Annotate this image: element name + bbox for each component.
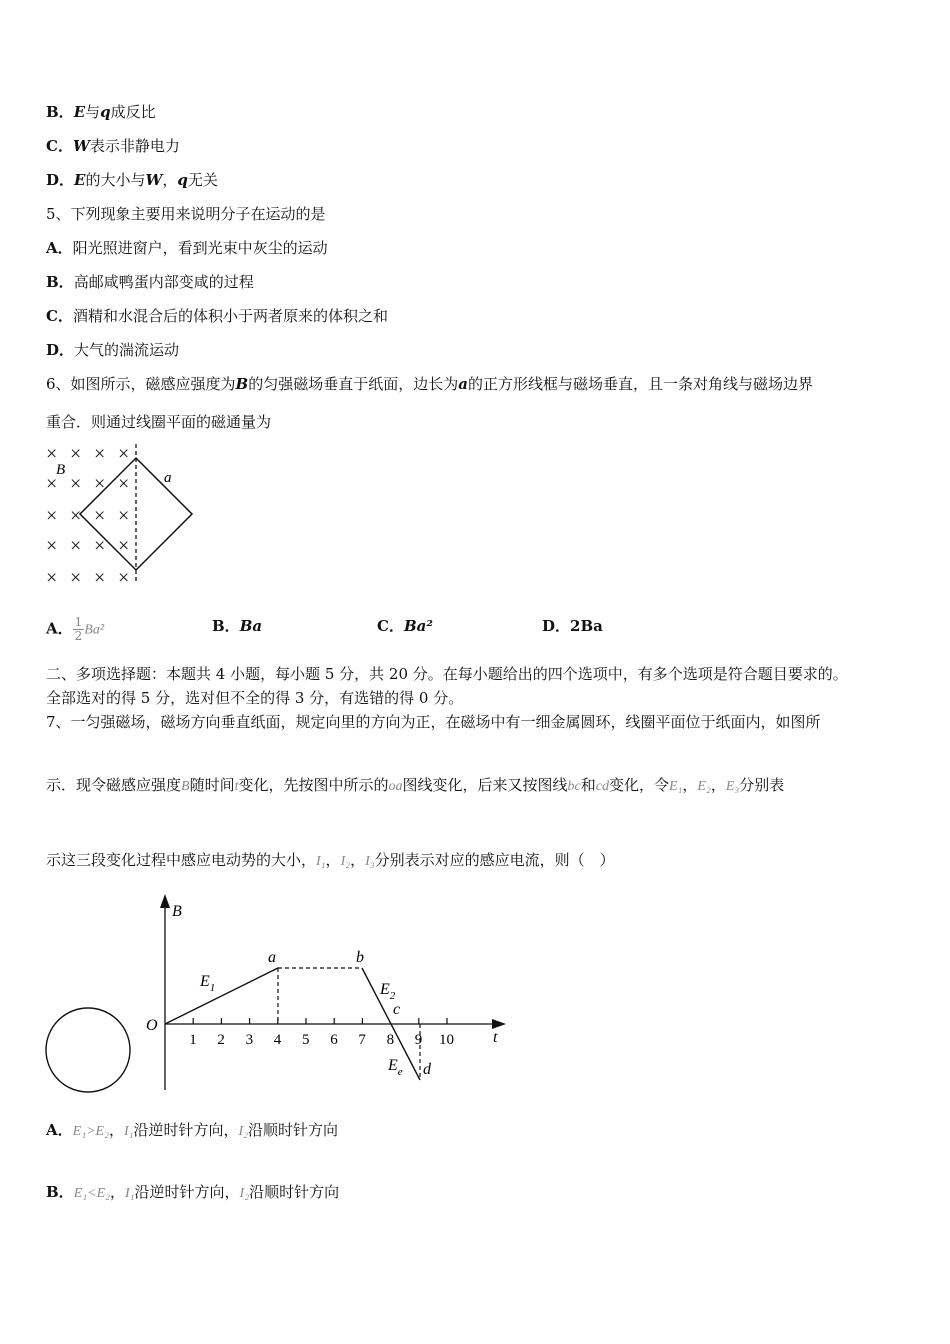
section2-line1: 二、多项选择题：本题共 4 小题，每小题 5 分，共 20 分。在每小题给出的四个选项中，有多个选项是符合题目要求的。 (46, 665, 848, 683)
x-tick-label: 4 (273, 1032, 282, 1048)
x-tick-label: 5 (302, 1032, 310, 1048)
origin-label: O (146, 1017, 158, 1034)
q5-option-a[interactable] (46, 238, 328, 258)
q7-stem-line1: 7、一匀强磁场，磁场方向垂直纸面，规定向里的方向为正，在磁场中有一细金属圆环，线圈平面位于纸面内，如图所 (46, 713, 821, 731)
symbol-bc: bc (567, 779, 581, 794)
x-tick-label: 3 (245, 1032, 254, 1048)
x-tick-label: 6 (330, 1032, 338, 1048)
q5-option-b[interactable] (46, 272, 254, 292)
option-text: 沿逆时针方向， (134, 1183, 240, 1201)
symbol-i1: I₁ (316, 854, 326, 869)
option-text: 阳光照进窗户，看到光束中灰尘的运动 (72, 239, 328, 257)
q4-option-d[interactable] (46, 170, 218, 190)
symbol-oa: oa (388, 779, 403, 794)
option-label: A． (46, 1121, 73, 1139)
symbol-q: q (177, 171, 188, 189)
field-cross: × (70, 505, 82, 527)
option-label: C． (377, 617, 404, 635)
relation: < (87, 1186, 97, 1201)
stem-text: 的匀强磁场垂直于纸面，边长为 (248, 375, 459, 393)
separator: ， (109, 1183, 125, 1201)
symbol-e2: E₂ (697, 779, 711, 794)
field-cross: × (94, 567, 106, 589)
symbol-w: W (72, 137, 90, 155)
q6-option-a[interactable] (46, 616, 104, 643)
point-d: d (423, 1061, 431, 1078)
separator: ， (325, 851, 341, 869)
field-cross: × (118, 535, 130, 557)
x-tick-label: 2 (217, 1032, 225, 1048)
symbol-i1: I₁ (125, 1186, 135, 1201)
option-text: ， (162, 171, 178, 189)
q5-stem: 5、下列现象主要用来说明分子在运动的是 (46, 205, 326, 223)
symbol-e1: E₁ (72, 1124, 87, 1139)
q7-stem-line2 (46, 775, 784, 797)
option-math: Ba (239, 617, 263, 635)
q6-option-b[interactable] (212, 616, 262, 636)
option-label: D． (46, 341, 75, 359)
q7-figure (40, 890, 520, 1095)
relation: > (86, 1124, 96, 1139)
label-e3: $E_e$ (388, 1057, 403, 1078)
option-label: D． (46, 171, 75, 189)
option-text: 酒精和水混合后的体积小于两者原来的体积之和 (72, 307, 388, 325)
fraction-denominator: 2 (74, 629, 83, 643)
point-b: b (356, 949, 364, 966)
symbol-e2: E₂ (96, 1186, 110, 1201)
q7-stem-line3 (46, 850, 615, 872)
field-cross: × (94, 535, 106, 557)
option-label: B． (212, 617, 240, 635)
option-label: C． (46, 137, 73, 155)
field-cross: × (46, 535, 58, 557)
option-label: D． (542, 617, 571, 635)
field-cross: × (70, 535, 82, 557)
x-tick-label: 9 (414, 1032, 423, 1048)
symbol-b: B (235, 375, 249, 393)
option-label: A． (46, 619, 73, 638)
point-a: a (268, 949, 276, 966)
fraction-numerator: 1 (74, 615, 83, 629)
option-text: 大气的湍流运动 (74, 341, 180, 359)
symbol-e1: E₁ (73, 1186, 88, 1201)
option-text: 的大小与 (85, 171, 146, 189)
symbol-i2: I₂ (340, 854, 351, 869)
symbol-e2: E₂ (95, 1124, 109, 1139)
field-cross: × (118, 473, 130, 495)
q6-option-d[interactable] (542, 616, 603, 636)
stem-text: 6、如图所示，磁感应强度为 (46, 375, 236, 393)
option-text: 表示非静电力 (89, 137, 180, 155)
separator: ， (682, 776, 698, 794)
point-c: c (393, 1001, 401, 1018)
option-text: 沿顺时针方向 (249, 1183, 340, 1201)
option-text: 无关 (187, 171, 218, 189)
symbol-e1: E₁ (668, 779, 683, 794)
x-tick-label: 8 (386, 1032, 395, 1048)
q5-option-c[interactable] (46, 306, 388, 326)
field-cross: × (70, 473, 82, 495)
stem-text: 变化，令 (608, 776, 669, 794)
q7-option-b[interactable] (46, 1182, 339, 1204)
symbol-t: t (234, 779, 239, 794)
symbol-cd: cd (595, 779, 609, 794)
option-label: B． (46, 273, 74, 291)
field-cross: × (94, 443, 106, 465)
stem-text: 示这三段变化过程中感应电动势的大小， (46, 851, 317, 869)
option-math: 2Ba (570, 617, 603, 635)
option-label: C． (46, 307, 73, 325)
symbol-i2: I₂ (239, 1186, 250, 1201)
stem-text: 和 (580, 776, 596, 794)
separator: ， (710, 776, 726, 794)
option-label: B． (46, 1183, 74, 1201)
option-text: 与 (85, 103, 101, 121)
stem-text: 随时间 (189, 776, 235, 794)
option-text: 成反比 (110, 103, 156, 121)
magnetic-field-figure (40, 440, 210, 590)
field-cross: × (70, 567, 82, 589)
separator: ， (108, 1121, 124, 1139)
option-text: 沿顺时针方向 (248, 1121, 339, 1139)
q5-option-d[interactable] (46, 340, 179, 360)
x-ticks (189, 1018, 454, 1048)
stem-text: 图线变化，后来又按图线 (402, 776, 568, 794)
field-cross: × (118, 567, 130, 589)
fraction (73, 616, 85, 643)
q4-option-c[interactable] (46, 136, 180, 156)
metal-ring (46, 1008, 130, 1092)
separator: ， (350, 851, 366, 869)
q6-option-c[interactable] (377, 616, 433, 636)
symbol-i2: I₂ (238, 1124, 249, 1139)
field-cross: × (118, 505, 130, 527)
x-tick-label: 7 (358, 1032, 366, 1048)
y-axis-label: B (172, 903, 182, 920)
stem-text: 变化，先按图中所示的 (238, 776, 389, 794)
option-math: Ba² (403, 617, 433, 635)
label-e1: $E_1$ (200, 973, 216, 994)
symbol-w: W (145, 171, 163, 189)
x-tick-label: 1 (189, 1032, 197, 1048)
stem-text: 示．现令磁感应强度 (46, 776, 182, 794)
stem-text: 分别表示对应的感应电流，则（ ） (374, 851, 615, 869)
label-e2: $E_2$ (380, 981, 396, 1002)
field-cross: × (70, 443, 82, 465)
field-cross: × (46, 473, 58, 495)
option-text: 沿逆时针方向， (133, 1121, 239, 1139)
field-cross: × (94, 505, 106, 527)
q7-option-a[interactable] (46, 1120, 338, 1142)
field-cross: × (46, 505, 58, 527)
section2-line2: 全部选对的得 5 分，选对但不全的得 3 分，有选错的得 0 分。 (46, 689, 464, 707)
symbol-b: B (181, 779, 190, 794)
label-b: B (56, 462, 66, 478)
label-a: a (164, 470, 172, 486)
q6-stem-line2: 重合．则通过线圈平面的磁通量为 (46, 413, 272, 431)
symbol-i3: I₃ (365, 854, 375, 869)
symbol-e3: E₃ (725, 779, 740, 794)
symbol-a: a (458, 375, 468, 393)
symbol-i1: I₁ (123, 1124, 134, 1139)
x-axis-label: t (493, 1029, 498, 1046)
q6-stem-line1 (46, 374, 813, 394)
field-cross: × (94, 473, 106, 495)
field-cross: × (46, 443, 58, 465)
symbol-e: E (73, 103, 86, 121)
option-text: 高邮咸鸭蛋内部变咸的过程 (73, 273, 254, 291)
field-cross: × (118, 443, 130, 465)
symbol-q: q (100, 103, 111, 121)
stem-text: 分别表 (739, 776, 785, 794)
stem-text: 的正方形线框与磁场垂直，且一条对角线与磁场边界 (467, 375, 813, 393)
q4-option-b[interactable] (46, 102, 156, 122)
x-axis-arrow (492, 1019, 506, 1029)
x-tick-label: 10 (439, 1032, 454, 1048)
option-math: Ba² (84, 622, 105, 638)
field-cross: × (46, 567, 58, 589)
symbol-e: E (74, 171, 86, 189)
option-label: A． (46, 239, 73, 257)
option-label: B． (46, 103, 74, 121)
y-axis-arrow (160, 894, 170, 908)
segment-oa (165, 968, 362, 1024)
